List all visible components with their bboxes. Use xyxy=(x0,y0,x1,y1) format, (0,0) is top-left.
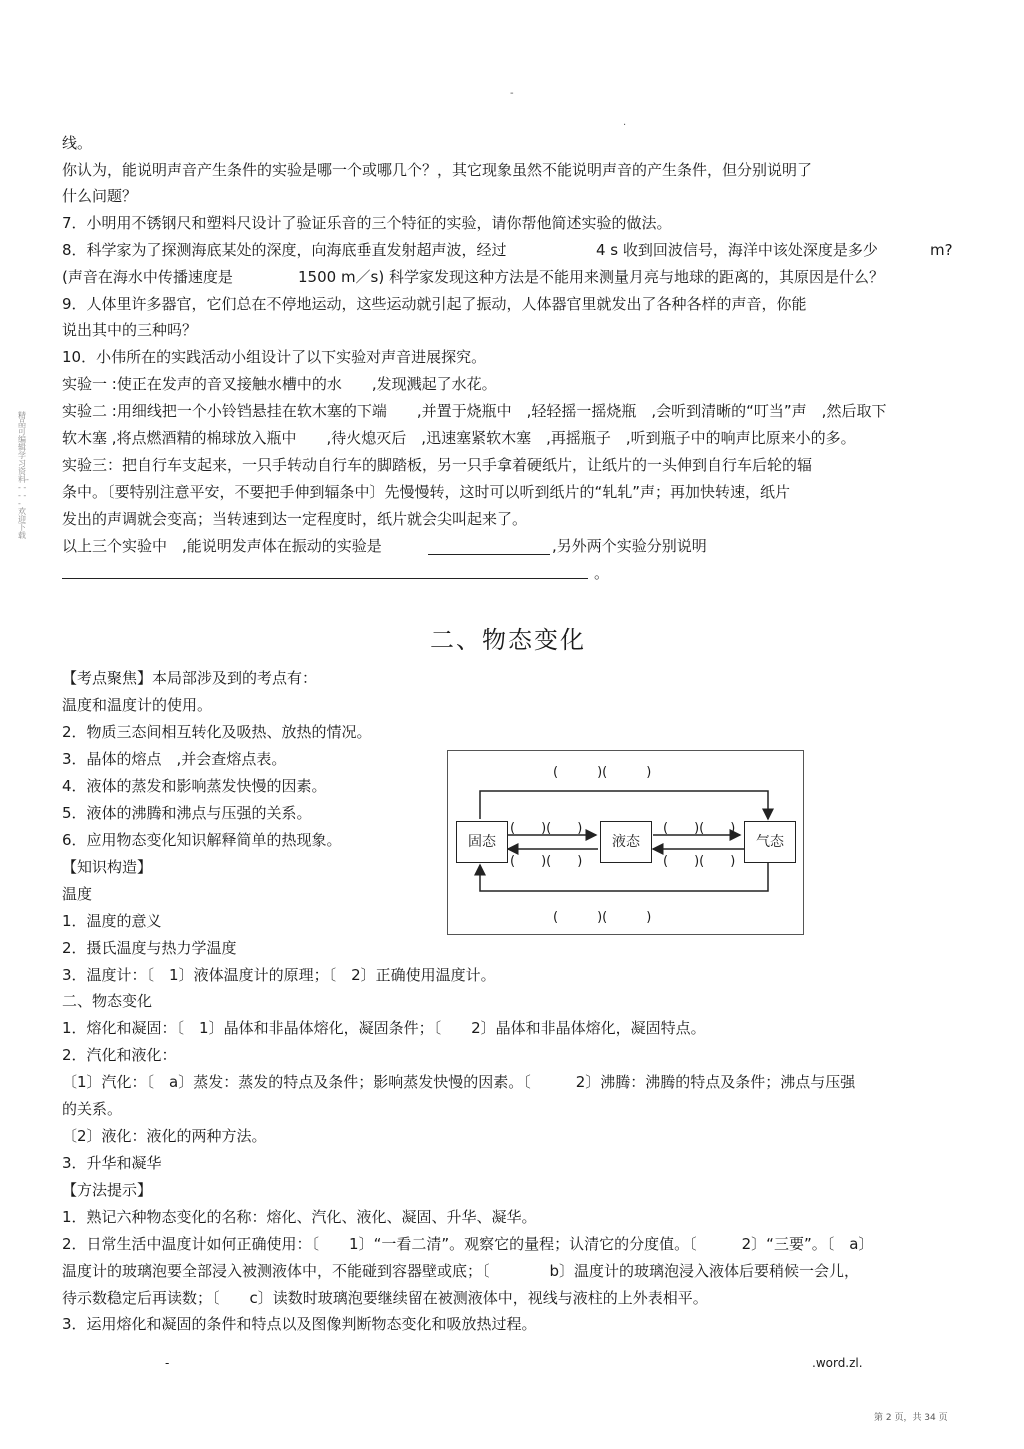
blank-parens: ( )( ) xyxy=(663,854,736,869)
text-line: 8．科学家为了探测海底某处的深度，向海底垂直发射超声波，经过 xyxy=(62,241,507,259)
page-number: 第 2 页，共 34 页 xyxy=(874,1413,948,1423)
gas-state-box: 气态 xyxy=(744,821,796,863)
text-line: 说出其中的三种吗？ xyxy=(62,321,198,339)
solid-state-box: 固态 xyxy=(456,821,508,863)
text-line: 7．小明用不锈钢尺和塑料尺设计了验证乐音的三个特征的实验，请你帮他简述实验的做法。 xyxy=(62,214,672,232)
text-line: 9．人体里许多器官，它们总在不停地运动，这些运动就引起了振动，人体器官里就发出了各种各样的声音，你能 xyxy=(62,295,807,313)
blank-parens: ( )( ) xyxy=(510,821,583,836)
text-line: 【方法提示】 xyxy=(62,1181,153,1199)
text-line: 发出的声调就会变高；当转速到达一定程度时，纸片就会尖叫起来了。 xyxy=(62,510,528,528)
liquid-state-box: 液态 xyxy=(600,821,652,863)
text-line: 线。 xyxy=(62,134,93,152)
answer-blank xyxy=(62,562,588,579)
section-title: 二、物态变化 xyxy=(430,626,586,654)
text-line: 什么问题？ xyxy=(62,187,138,205)
text-line: 2．摄氏温度与热力学温度 xyxy=(62,939,237,957)
blank-parens: ( )( ) xyxy=(553,910,652,925)
text-line: ,另外两个实验分别说明 xyxy=(552,537,707,555)
phase-change-diagram xyxy=(447,750,804,935)
text-line: 你认为，能说明声音产生条件的实验是哪一个或哪几个？，其它现象虽然不能说明声音的产生条件，但分别说明了 xyxy=(62,161,813,179)
text-line: 实验一 :使正在发声的音叉接触水槽中的水 ,发现溅起了水花。 xyxy=(62,375,497,393)
text-line: 待示数稳定后再读数；〔 c〕读数时玻璃泡要继续留在被测液体中，视线与液柱的上外表相平。 xyxy=(62,1289,708,1307)
answer-blank xyxy=(428,538,550,555)
text-line: 1500 m／s) 科学家发现这种方法是不能用来测量月亮与地球的距离的，其原因是什么？ xyxy=(298,268,884,286)
text-line: 【知识构造】 xyxy=(62,858,153,876)
text-line: 〔2〕液化：液化的两种方法。 xyxy=(62,1127,267,1145)
text-line: 4 s 收到回波信号，海洋中该处深度是多少 xyxy=(596,241,878,259)
footer-right: .word.zl. xyxy=(812,1356,863,1370)
text-line: 【考点聚焦】本局部涉及到的考点有： xyxy=(62,669,318,687)
text-line: 二、物态变化 xyxy=(62,992,153,1010)
text-line: 3．晶体的熔点 ,并会查熔点表。 xyxy=(62,750,287,768)
blank-parens: ( )( ) xyxy=(663,821,736,836)
text-line: m? xyxy=(930,241,953,259)
text-line: 软木塞 ,将点燃酒精的棉球放入瓶中 ,待火熄灭后 ,迅速塞紧软木塞 ,再摇瓶子 ,听到瓶子中的响声比原来小的多。 xyxy=(62,429,856,447)
text-line: 2．汽化和液化： xyxy=(62,1046,177,1064)
text-line: 2．日常生活中温度计如何正确使用：〔 1〕“一看二清”。观察它的量程；认清它的分度值。〔 2〕“三要”。〔 a〕 xyxy=(62,1235,874,1253)
text-line: 6．应用物态变化知识解释简单的热现象。 xyxy=(62,831,342,849)
text-line: 温度计的玻璃泡要全部浸入被测液体中，不能碰到容器壁或底；〔 b〕温度计的玻璃泡浸入液体后要稍候一会儿， xyxy=(62,1262,860,1280)
text-line: 实验二 :用细线把一个小铃铛悬挂在软木塞的下端 ,并置于烧瓶中 ,轻轻摇一摇烧瓶 ,会听到清晰的“叮当”声 ,然后取下 xyxy=(62,402,887,420)
text-line: 实验三：把自行车支起来，一只手转动自行车的脚踏板，另一只手拿着硬纸片，让纸片的一头伸到自行车后轮的辐 xyxy=(62,456,813,474)
text-line: 温度和温度计的使用。 xyxy=(62,696,213,714)
text-line: 5．液体的沸腾和沸点与压强的关系。 xyxy=(62,804,312,822)
text-line: 3．运用熔化和凝固的条件和特点以及图像判断物态变化和吸放热过程。 xyxy=(62,1315,537,1333)
text-line: 1．熔化和凝固：〔 1〕晶体和非晶体熔化，凝固条件；〔 2〕晶体和非晶体熔化，凝固特点。 xyxy=(62,1019,706,1037)
header-mark: - xyxy=(510,88,514,99)
text-line: 1．熟记六种物态变化的名称：熔化、汽化、液化、凝固、升华、凝华。 xyxy=(62,1208,537,1226)
text-line: 3．升华和凝华 xyxy=(62,1154,162,1172)
header-dot: . xyxy=(623,117,627,128)
sidebar-watermark: 精品可编辑学习资料- - - - - - 欢迎下载 xyxy=(18,411,29,540)
text-line: 4．液体的蒸发和影响蒸发快慢的因素。 xyxy=(62,777,327,795)
text-line: 的关系。 xyxy=(62,1100,123,1118)
blank-parens: ( )( ) xyxy=(553,765,652,780)
text-line: 10．小伟所在的实践活动小组设计了以下实验对声音进展探究。 xyxy=(62,348,487,366)
blank-parens: ( )( ) xyxy=(510,854,583,869)
text-line: 以上三个实验中 ,能说明发声体在振动的实验是 xyxy=(62,537,382,555)
text-line: 〔1〕汽化：〔 a〕蒸发：蒸发的特点及条件；影响蒸发快慢的因素。〔 2〕沸腾：沸腾的特点及条件；沸点与压强 xyxy=(62,1073,856,1091)
text-line: 条中。〔要特别注意平安，不要把手伸到辐条中〕先慢慢转，这时可以听到纸片的“轧轧”声；再加快转速，纸片 xyxy=(62,483,791,501)
footer-left: - xyxy=(165,1356,170,1370)
text-line: 3．温度计：〔 1〕液体温度计的原理；〔 2〕正确使用温度计。 xyxy=(62,966,496,984)
text-line: 。 xyxy=(594,564,610,582)
text-line: (声音在海水中传播速度是 xyxy=(62,268,233,286)
text-line: 2．物质三态间相互转化及吸热、放热的情况。 xyxy=(62,723,372,741)
text-line: 1．温度的意义 xyxy=(62,912,162,930)
text-line: 温度 xyxy=(62,885,93,903)
